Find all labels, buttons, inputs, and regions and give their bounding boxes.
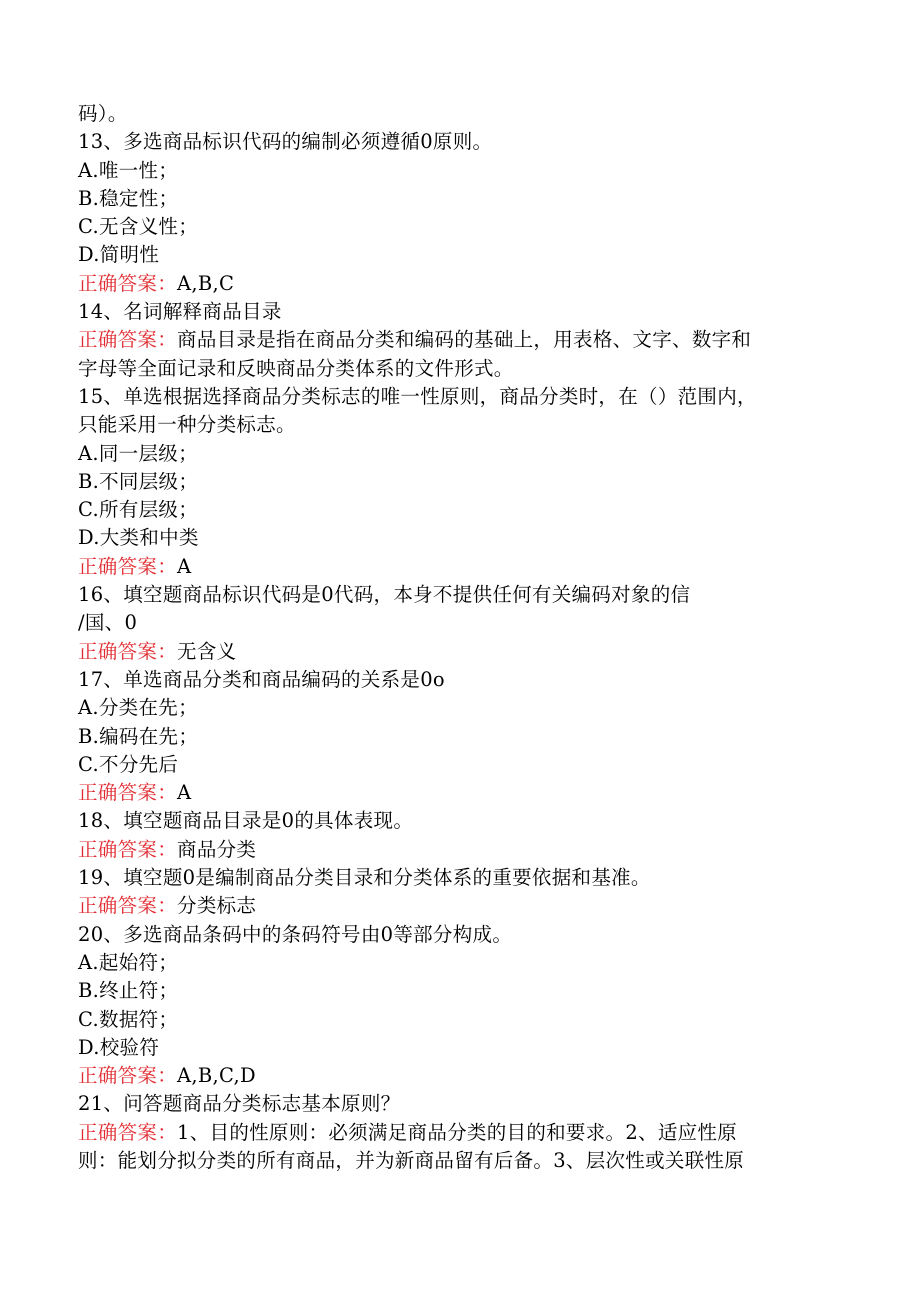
question-17: 17、单选商品分类和商品编码的关系是0o [78,667,445,691]
answer-label: 正确答案： [78,328,178,352]
answer-21-cont: 则：能划分拟分类的所有商品，并为新商品留有后备。3、层次性或关联性原 [78,1148,745,1172]
question-16-cont: /国、0 [78,611,138,635]
answer-13: 正确答案：A,B,C [78,271,235,295]
answer-20: 正确答案：A,B,C,D [78,1064,256,1088]
answer-label: 正确答案： [78,894,178,918]
option-a: A.同一层级； [78,441,198,465]
answer-15: 正确答案：A [78,554,192,578]
answer-label: 正确答案： [78,554,178,578]
question-15: 15、单选根据选择商品分类标志的唯一性原则，商品分类时，在（）范围内， [78,384,757,408]
answer-14: 正确答案：商品目录是指在商品分类和编码的基础上，用表格、文字、数字和 [78,328,752,352]
answer-19: 正确答案：分类标志 [78,894,257,918]
option-c: C.无含义性； [78,215,199,239]
answer-label: 正确答案： [78,837,178,861]
option-b: B.终止符； [78,979,179,1003]
answer-14-cont: 字母等全面记录和反映商品分类体系的文件形式。 [78,356,514,380]
answer-17: 正确答案：A [78,781,192,805]
option-b: B.不同层级； [78,469,199,493]
question-19: 19、填空题0是编制商品分类目录和分类体系的重要依据和基准。 [78,866,651,890]
answer-16: 正确答案：无含义 [78,639,237,663]
option-a: A.起始符； [78,950,179,974]
text-line: 码）。 [78,102,128,125]
option-c: C.不分先后 [78,752,179,776]
answer-label: 正确答案： [78,781,178,805]
question-14: 14、名词解释商品目录 [78,300,282,324]
option-b: B.编码在先； [78,724,199,748]
answer-label: 正确答案： [78,1120,178,1144]
option-a: A.唯一性； [78,158,179,182]
option-d: D.校验符 [78,1035,160,1059]
question-20: 20、多选商品条码中的条码符号由0等部分构成。 [78,922,513,946]
document-page [78,100,838,1175]
option-a: A.分类在先； [78,696,198,720]
option-d: D.简明性 [78,243,160,267]
answer-label: 正确答案： [78,639,178,663]
question-21: 21、问答题商品分类标志基本原则？ [78,1092,401,1116]
option-c: C.所有层级； [78,498,199,522]
question-15-cont: 只能采用一种分类标志。 [78,413,296,437]
question-18: 18、填空题商品目录是0的具体表现。 [78,809,414,833]
option-b: B.稳定性； [78,186,179,210]
answer-label: 正确答案： [78,271,178,295]
option-c: C.数据符； [78,1007,179,1031]
answer-18: 正确答案：商品分类 [78,837,257,861]
answer-label: 正确答案： [78,1064,178,1088]
question-16: 16、填空题商品标识代码是0代码，本身不提供任何有关编码对象的信 [78,583,691,607]
answer-21: 正确答案：1、目的性原则：必须满足商品分类的目的和要求。2、适应性原 [78,1120,738,1144]
option-d: D.大类和中类 [78,526,199,550]
question-13: 13、多选商品标识代码的编制必须遵循0原则。 [78,130,493,154]
